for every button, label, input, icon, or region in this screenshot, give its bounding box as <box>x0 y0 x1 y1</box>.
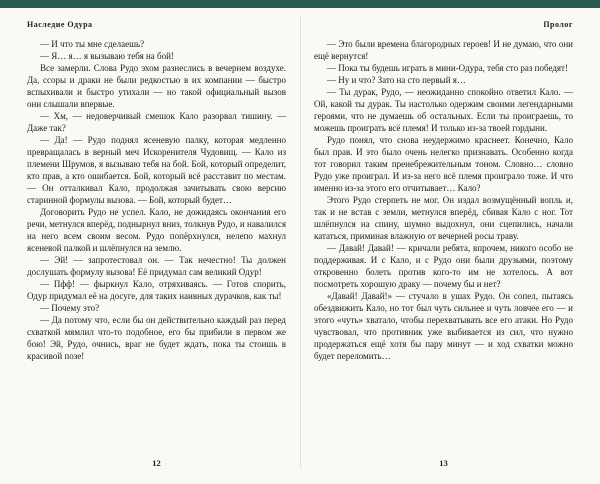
page-text-right <box>314 38 573 362</box>
page-number-right: 13 <box>439 458 448 468</box>
page-text-left <box>27 38 286 362</box>
paragraph: «Давай! Давай!» — стучало в ушах Рудо. Он сопел, пытаясь обездвижить Кало, но тот был чуть сильнее и чуть ловчее его — и этого «чуть» хватало, чтобы перехватывать все его атаки. Но Рудо чувствовал, что противник уже выбивается из сил, что нужно продержаться ещё хотя бы пару минут — и ход схватки можно будет переломить… <box>314 291 573 361</box>
paragraph: — Ну и что? Зато на сто первый я… <box>327 75 466 85</box>
paragraph: — Пока ты будешь играть в мини-Одура, тебя сто раз победят! <box>327 63 568 73</box>
paragraph: — Эй! — запротестовал он. — Так нечестно! Ты должен дослушать формулу вызова! Её придумал сам великий Одур! <box>27 255 286 277</box>
paragraph: — Да! — Рудо поднял ясеневую палку, которая медленно превращалась в верный меч Искоренителя Чудовищ. — Кало из племени Шрумов, я вызываю тебя на бой. Бой, который определит, кто прав, а кто ошибается. Бой, который всё расставит по местам. — Он отталкивал Кало, продолжая зачитывать свою версию старинной формулы вызова. — Бой, который будет… <box>27 135 286 205</box>
paragraph: — Пфф! — фыркнул Кало, отряхиваясь. — Готов спорить, Одур придумал её на досуге, для таких наивных дурачков, как ты! <box>27 279 286 301</box>
paragraph: — Хм, — недоверчивый смешок Кало разорвал тишину. — Даже так? <box>27 111 286 133</box>
paragraph: — Давай! Давай! — кричали ребята, впрочем, никого особо не поддерживая. И с Кало, и с Рудо они были друзьями, поэтому откровенно болеть против кого-то им не хотелось. А вот посмотреть хорошую драку — почему бы и нет? <box>314 243 573 289</box>
paragraph: — И что ты мне сделаешь? <box>40 39 145 49</box>
paragraph: — Это были времена благородных героев! И не думаю, что они ещё вернутся! <box>314 39 573 61</box>
paragraph: Рудо понял, что снова неудержимо краснеет. Конечно, Кало был прав. И это было очень нелегко признавать. Особенно когда тот говорил таким пренебрежительным тоном. Словно… словно Рудо уже проиграл. И из-за него всё племя проиграло тоже. И что именно из-за этого его отчитывает… Кало? <box>314 135 573 193</box>
page-number-left: 12 <box>152 458 161 468</box>
paragraph: — Да потому что, если бы он действительно каждый раз перед схваткой мямлил что-то подобное, его бы прибили в первом же бою! Эй, Рудо, очнись, враг не будет ждать, пока ты стоишь в красивой позе! <box>27 315 286 361</box>
running-header-right: Пролог <box>543 20 573 29</box>
reader-top-bar <box>0 0 600 8</box>
paragraph: Все замерли. Слова Рудо эхом разнеслись в вечернем воздухе. Да, ссоры и драки не были редкостью в их компании — быстро вспыхивали и быстро утихали — но такой официальный вызов они слышали впервые. <box>27 63 286 109</box>
running-header-left: Наследие Одура <box>27 20 93 29</box>
page-right[interactable] <box>314 20 573 468</box>
paragraph: Договорить Рудо не успел. Кало, не дожидаясь окончания его речи, метнулся вперёд, поднырнул вниз, толкнув Рудо, и навалился на него всем своим весом. Рудо попёрхнулся, нелепо махнул ясеневой палкой и шлёпнулся на землю. <box>27 207 286 253</box>
paragraph: — Я… я… я вызываю тебя на бой! <box>40 51 174 61</box>
page-gutter-divider <box>300 16 301 468</box>
paragraph: Этого Рудо стерпеть не мог. Он издал возмущённый вопль и, так и не встав с земли, метнулся вперёд, сбивая Кало с ног. Тот шлёпнулся на спину, шумно выдохнул, они сцепились, начали кататься, приминая влажную от вечерней росы траву. <box>314 195 573 241</box>
page-left[interactable] <box>27 20 286 468</box>
paragraph: — Ты дурак, Рудо, — неожиданно спокойно ответил Кало. — Ой, какой ты дурак. Ты настолько одержим своими легендарными героями, что не думаешь об остальных. Если ты проиграешь, то можешь проиграть всё племя! И только из-за твоей гордыни. <box>314 87 573 133</box>
paragraph: — Почему это? <box>40 303 100 313</box>
